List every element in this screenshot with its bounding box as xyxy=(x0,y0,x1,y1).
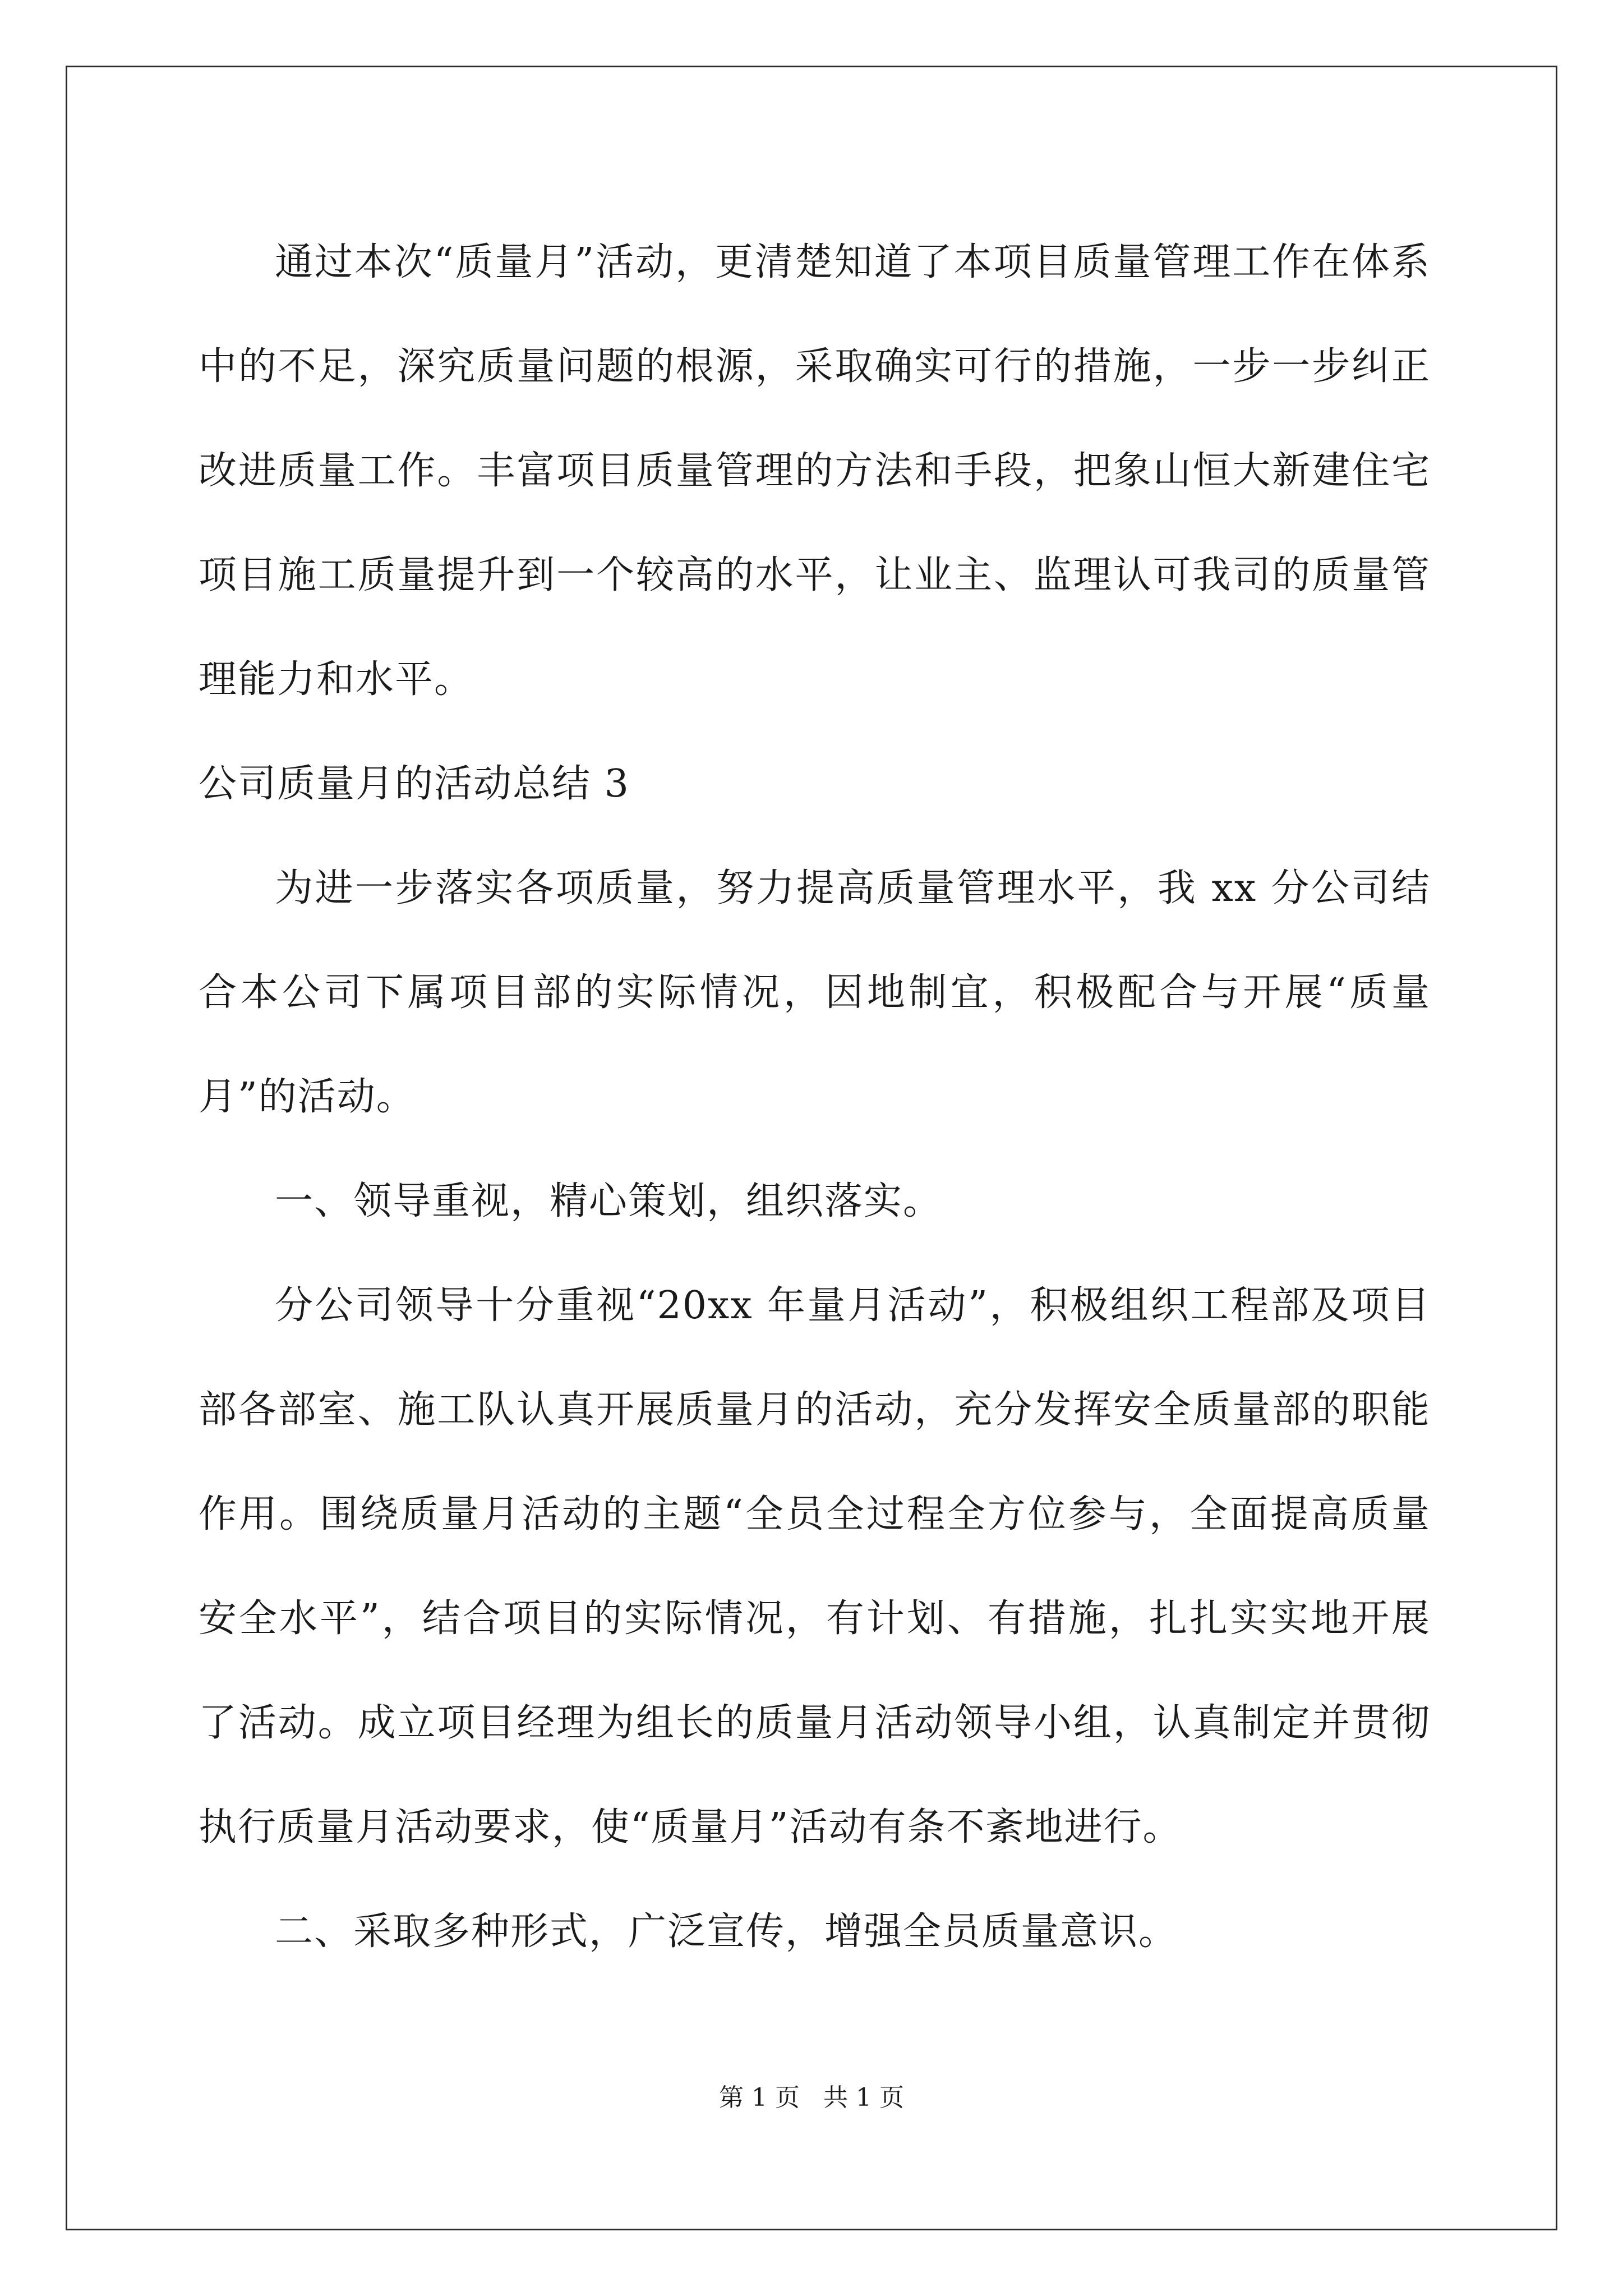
paragraph: 二、采取多种形式，广泛宣传，增强全员质量意识。 xyxy=(275,1910,1178,1954)
paragraph: 通过本次“质量月”活动，更清楚知道了本项目质量管理工作在体系中的不足，深究质量问题的根源，采取确实可行的措施，一步一步纠正改进质量工作。丰富项目质量管理的方法和手段，把象山恒大新建住宅项目施工质量提升到一个较高的水平，让业主、监理认可我司的质量管理能力和水平。 xyxy=(199,240,1431,702)
page-footer xyxy=(0,2081,1623,2115)
page-number: 第 1 页 xyxy=(719,2083,800,2112)
section-heading: 公司质量月的活动总结 3 xyxy=(199,762,630,806)
paragraph: 一、领导重视，精心策划，组织落实。 xyxy=(275,1179,943,1223)
paragraph: 为进一步落实各项质量，努力提高质量管理水平，我 xx 分公司结合本公司下属项目部的实际情况，因地制宜，积极配合与开展“质量月”的活动。 xyxy=(199,866,1431,1119)
page-total: 共 1 页 xyxy=(823,2083,904,2112)
paragraph: 分公司领导十分重视“20xx 年量月活动”，积极组织工程部及项目部各部室、施工队认真开展质量月的活动，充分发挥安全质量部的职能作用。围绕质量月活动的主题“全员全过程全方位参与，全面提高质量安全水平”，结合项目的实际情况，有计划、有措施，扎扎实实地开展了活动。成立项目经理为组长的质量月活动领导小组，认真制定并贯彻执行质量月活动要求，使“质量月”活动有条不紊地进行。 xyxy=(199,1283,1431,1849)
document-body xyxy=(199,210,1431,1984)
